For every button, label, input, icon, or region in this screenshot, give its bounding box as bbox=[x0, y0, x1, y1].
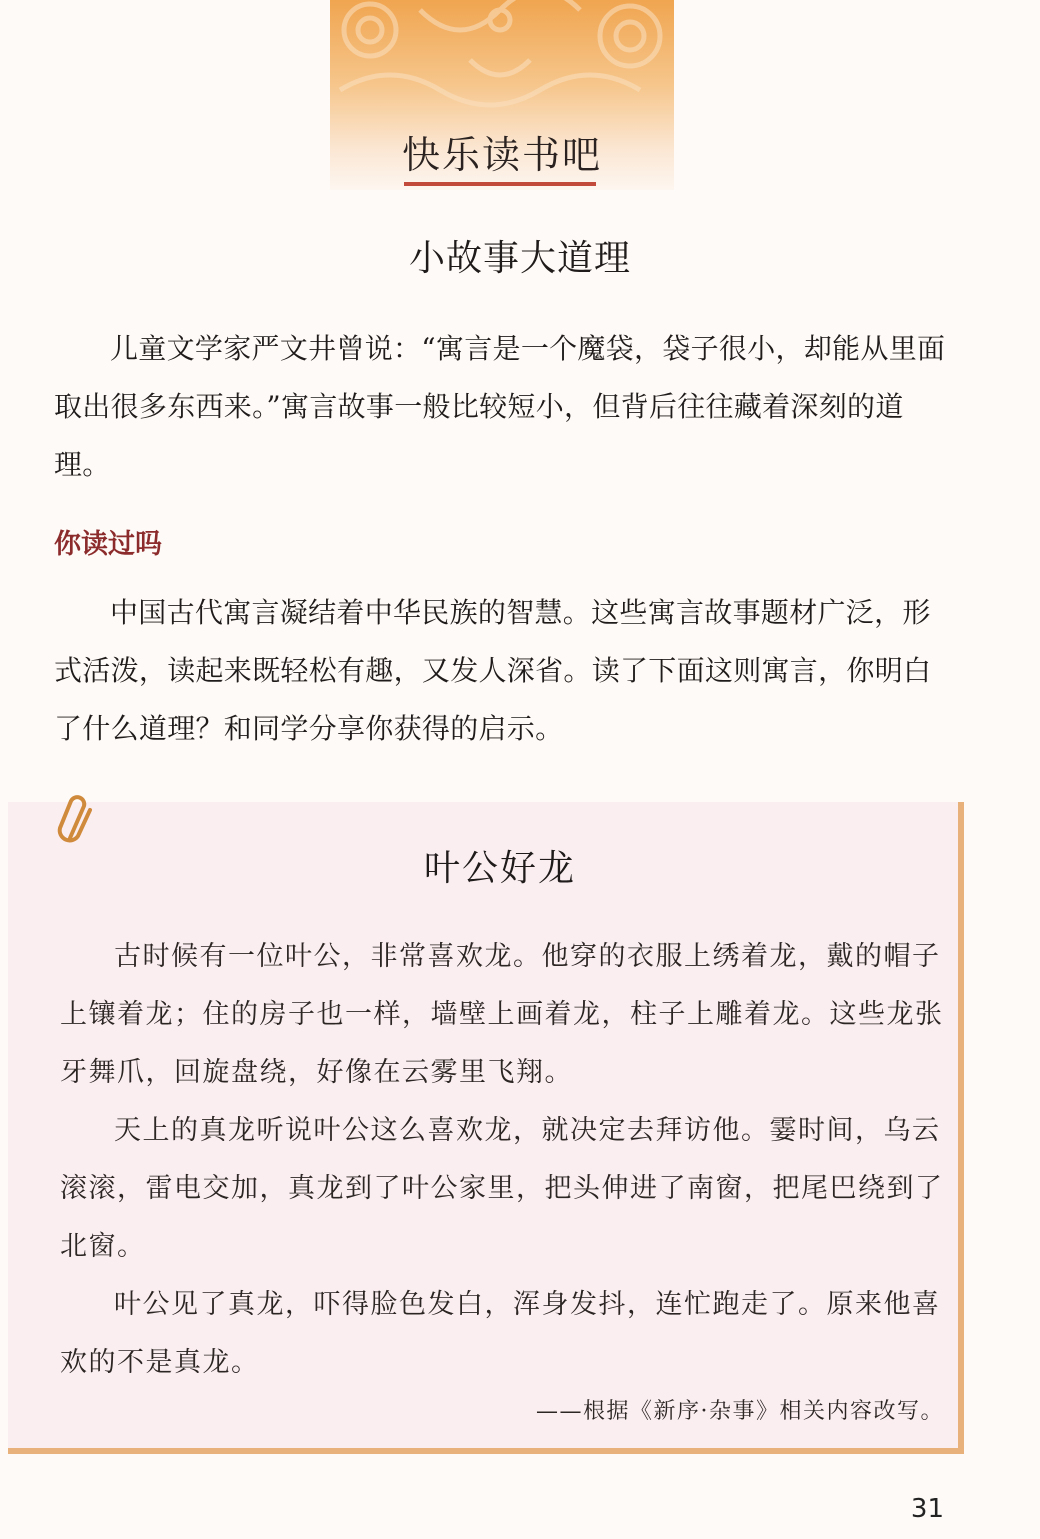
paperclip-icon bbox=[56, 794, 96, 846]
story-paragraph-2: 天上的真龙听说叶公这么喜欢龙，就决定去拜访他。霎时间，乌云滚滚，雷电交加，真龙到了叶公家里，把头伸进了南窗，把尾巴绕到了北窗。 bbox=[60, 1115, 944, 1262]
header-banner bbox=[330, 0, 674, 190]
story-paragraph-1: 古时候有一位叶公，非常喜欢龙。他穿的衣服上绣着龙，戴的帽子上镶着龙；住的房子也一样，墙壁上画着龙，柱子上雕着龙。这些龙张牙舞爪，回旋盘绕，好像在云雾里飞翔。 bbox=[60, 941, 944, 1088]
story-paragraph-3: 叶公见了真龙，吓得脸色发白，浑身发抖，连忙跑走了。原来他喜欢的不是真龙。 bbox=[60, 1289, 941, 1378]
story-title: 叶公好龙 bbox=[423, 848, 576, 889]
banner-underline bbox=[404, 182, 596, 186]
banner-title: 快乐读书吧 bbox=[401, 133, 602, 177]
page-subtitle: 小故事大道理 bbox=[408, 238, 631, 279]
section-heading: 你读过吗 bbox=[54, 529, 162, 560]
intro-paragraph: 儿童文学家严文井曾说：“寓言是一个魔袋，袋子很小，却能从里面取出很多东西来。”寓言故事一般比较短小，但背后往往藏着深刻的道理。 bbox=[54, 332, 946, 481]
section-paragraph: 中国古代寓言凝结着中华民族的智慧。这些寓言故事题材广泛，形式活泼，读起来既轻松有趣，又发人深省。读了下面这则寓言，你明白了什么道理？和同学分享你获得的启示。 bbox=[54, 596, 932, 745]
page-number: 31 bbox=[910, 1494, 944, 1524]
story-source: ——根据《新序·杂事》相关内容改写。 bbox=[536, 1399, 944, 1424]
